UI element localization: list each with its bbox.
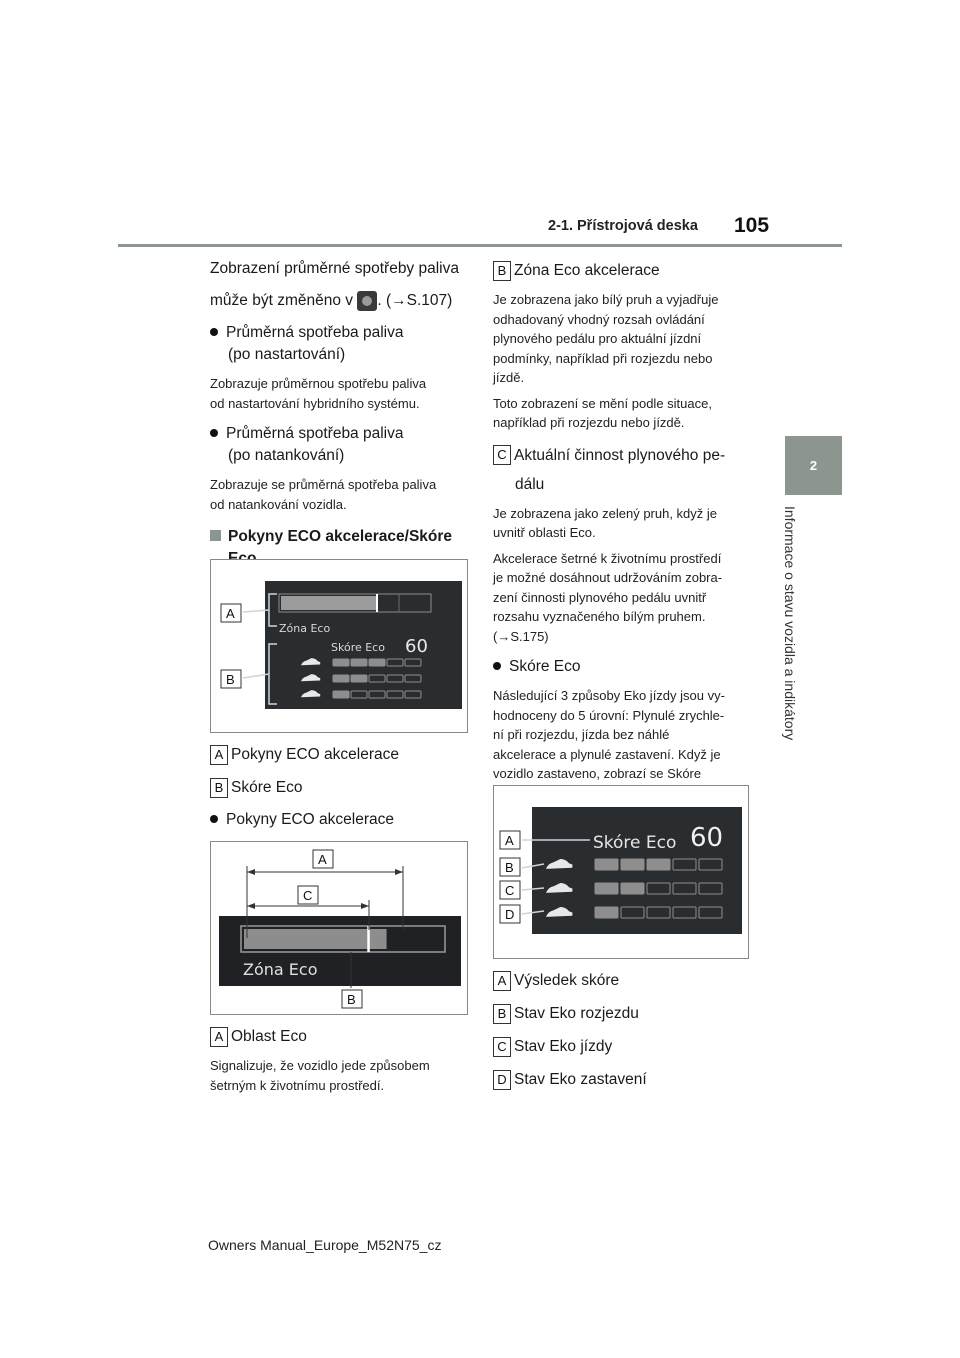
bullet-1-line-1: Průměrná spotřeba paliva: [226, 324, 404, 341]
c-title-line-1: Aktuální činnost plynového pe-: [514, 446, 726, 464]
bullet-score-text: Skóre Eco: [509, 658, 581, 675]
chapter-title-text: Informace o stavu vozidla a indikátory: [782, 506, 798, 741]
bullet-eco-accel: [210, 809, 472, 831]
b-desc1-line: plynového pedálu pro aktuální jízdní: [493, 331, 702, 346]
score-segment: [333, 675, 349, 682]
c-title-line-2: dálu: [515, 475, 545, 493]
right-column: [493, 258, 755, 803]
left-column: [210, 256, 472, 570]
fig1-zona-eco-label: Zóna Eco: [279, 622, 331, 635]
fig3-skore-eco-label: Skóre Eco: [593, 833, 677, 853]
fig1-label-a: A: [226, 606, 235, 621]
b-desc-1: [493, 290, 755, 388]
score-segment: [369, 659, 385, 666]
fig3-label-a: A: [505, 833, 514, 848]
score-segment: [333, 659, 349, 666]
bullet-icon: [210, 328, 218, 336]
score-desc-line: Následující 3 způsoby Eko jízdy jsou vy-: [493, 688, 725, 703]
c-desc2-line: Akcelerace šetrné k životnímu prostředí: [493, 550, 722, 566]
figure-eco-score: [493, 785, 749, 959]
square-bullet-icon: [210, 530, 221, 541]
page-number: 105: [734, 214, 770, 237]
eco-overview-svg: [211, 560, 467, 732]
bullet-2-desc-2: od natankování vozidla.: [210, 496, 347, 512]
left-legend-2: [210, 1024, 472, 1095]
legend-c-text: Stav Eko jízdy: [514, 1038, 613, 1055]
b-desc1-line: Je zobrazena jako bílý pruh a vyjadřuje: [493, 292, 719, 307]
legend-b-text: Skóre Eco: [231, 779, 303, 796]
intro-text-b: . (→S.107): [377, 292, 453, 309]
legend-label-d: D: [493, 1070, 511, 1090]
bullet-2-desc-1: Zobrazuje se průměrná spotřeba paliva: [210, 477, 437, 492]
bullet-after-refuel: [210, 423, 472, 467]
left-legend-1: [210, 742, 472, 831]
c-desc2-line: je možné dosáhnout udržováním zobra-: [493, 570, 723, 585]
bullet-icon: [493, 662, 501, 670]
c-desc2-line: rozsahu vyznačeného bílým pruhem.: [493, 609, 706, 624]
legend-d-text: Stav Eko zastavení: [514, 1071, 647, 1088]
score-segment: [647, 859, 670, 870]
b-desc2-line: například při rozjezdu nebo jízdě.: [493, 415, 685, 430]
eco-score-svg: [494, 786, 748, 958]
bullet-2-line-2: (po natankování): [228, 447, 345, 464]
intro-line-1: Zobrazení průměrné spotřeby paliva: [210, 260, 459, 277]
bullet-eco-score: [493, 656, 755, 678]
fig2-label-b: B: [347, 992, 356, 1007]
oblast-title: Oblast Eco: [231, 1028, 307, 1045]
legend-label-b: B: [210, 778, 228, 798]
fig3-label-b: B: [505, 860, 514, 875]
b-desc1-line: podmínky, například při rozjezdu nebo: [493, 350, 713, 366]
legend-b-text: Stav Eko rozjezdu: [514, 1005, 639, 1022]
figure-eco-zone: [210, 841, 468, 1015]
fig3-label-c: C: [505, 883, 515, 898]
c-desc1-line: uvnitř oblasti Eco.: [493, 525, 596, 540]
chapter-title: [779, 506, 805, 826]
score-desc-line: hodnoceny do 5 úrovní: Plynulé zrychle-: [493, 707, 725, 723]
oblast-desc-2: šetrným k životnímu prostředí.: [210, 1077, 385, 1093]
score-desc-line: akcelerace a plynulé zastavení. Když je: [493, 746, 721, 762]
settings-gear-icon: [357, 291, 377, 311]
b-desc1-line: odhadovaný vhodný rozsah ovládání: [493, 311, 705, 327]
bullet-after-start: [210, 322, 472, 366]
legend-label-b: B: [493, 1004, 511, 1024]
label-c: C: [493, 445, 511, 465]
label-b: B: [493, 261, 511, 281]
score-segment: [595, 907, 618, 918]
c-desc1-line: Je zobrazena jako zelený pruh, když je: [493, 505, 718, 521]
intro-line-2: [210, 288, 472, 314]
right-legend: [493, 968, 755, 1093]
fig3-score-value: 60: [690, 823, 724, 853]
score-segment: [621, 859, 644, 870]
b-desc-2: [493, 394, 755, 433]
bullet-icon: [210, 429, 218, 437]
score-segment: [333, 691, 349, 698]
c-desc2-line: zení činnosti plynového pedálu uvnitř: [493, 589, 707, 605]
fig3-label-d: D: [505, 907, 515, 922]
bullet-1-desc-2: od nastartování hybridního systému.: [210, 395, 420, 411]
score-segment: [351, 659, 367, 666]
subhead-line-1: Pokyny ECO akcelerace/Skóre: [228, 528, 453, 545]
header-rule: [118, 244, 842, 247]
score-desc-line: ní při rozjezdu, jízda bez náhlé: [493, 727, 670, 742]
score-segment: [351, 675, 367, 682]
bullet-1-line-2: (po nastartování): [228, 346, 346, 363]
fig2-zona-eco-label: Zóna Eco: [243, 960, 318, 979]
fig2-label-c: C: [303, 888, 313, 903]
legend-a-text: Pokyny ECO akcelerace: [231, 746, 399, 763]
figure-eco-overview: [210, 559, 468, 733]
b-title: Zóna Eco akcelerace: [514, 262, 660, 279]
legend-label-c: C: [493, 1037, 511, 1057]
fig1-score-value: 60: [405, 636, 428, 657]
score-segment: [595, 883, 618, 894]
oblast-desc-1: Signalizuje, že vozidlo jede způsobem: [210, 1058, 430, 1073]
legend-label-a: A: [493, 971, 511, 991]
fig1-skore-eco-label: Skóre Eco: [331, 641, 385, 654]
chapter-tab[interactable]: 2: [785, 436, 842, 495]
section-title: 2-1. Přístrojová deska: [548, 218, 698, 234]
c-desc-2: [493, 549, 755, 647]
fig2-label-a: A: [318, 852, 327, 867]
score-segment: [595, 859, 618, 870]
bullet-1-desc-1: Zobrazuje průměrnou spotřebu paliva: [210, 376, 427, 391]
legend-label-a: A: [210, 745, 228, 765]
legend-a-text: Výsledek skóre: [514, 972, 620, 989]
score-desc-line: vozidlo zastaveno, zobrazí se Skóre: [493, 766, 702, 781]
bullet-2-line-1: Průměrná spotřeba paliva: [226, 425, 404, 442]
c-desc-1: [493, 504, 755, 543]
bullet-3-text: Pokyny ECO akcelerace: [226, 811, 394, 828]
b-desc2-line: Toto zobrazení se mění podle situace,: [493, 395, 712, 411]
c-desc2-line: (→S.175): [493, 628, 549, 644]
eco-zone-svg: [211, 842, 467, 1014]
b-desc1-line: jízdě.: [493, 370, 525, 385]
bullet-icon: [210, 815, 218, 823]
intro-text-a: může být změněno v: [210, 292, 354, 309]
footer-text: Owners Manual_Europe_M52N75_cz: [208, 1237, 442, 1253]
legend-label-a: A: [210, 1027, 228, 1047]
score-segment: [621, 883, 644, 894]
fig1-label-b: B: [226, 672, 235, 687]
